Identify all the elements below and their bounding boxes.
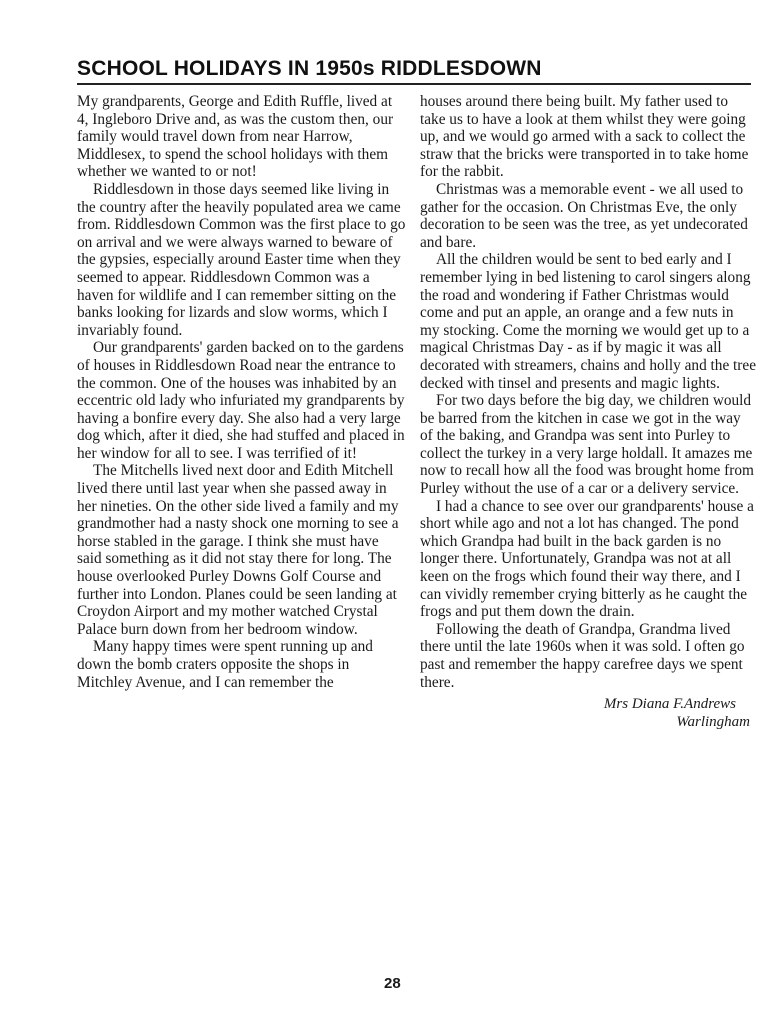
author-name: Mrs Diana F.Andrews <box>603 696 736 713</box>
page-number: 28 <box>384 975 401 992</box>
left-column <box>77 93 407 691</box>
paragraph: houses around there being built. My father used to take us to have a look at them whilst they were going up, and we would go armed with a sack to collect the straw that the bricks were transported in to take home for the rabbit. <box>420 93 749 181</box>
paragraph: Our grandparents' garden backed on to the gardens of houses in Riddlesdown Road near the entrance to the common. One of the houses was inhabited by an eccentric old lady who infuriated my grandparents by having a bonfire every day. She also had a very large dog which, after it died, she had stuffed and placed in her window for all to see. I was terrified of it! <box>77 339 405 462</box>
paragraph: Following the death of Grandpa, Grandma lived there until the late 1960s when it was sold. I often go past and remember the happy carefree days we spent there. <box>420 620 745 691</box>
signature-block <box>420 693 756 733</box>
author-location: Warlingham <box>676 714 750 731</box>
page-title: SCHOOL HOLIDAYS IN 1950s RIDDLESDOWN <box>77 57 542 80</box>
paragraph: For two days before the big day, we children would be barred from the kitchen in case we got in the way of the baking, and Grandpa was sent into Purley to collect the turkey in a very large holdall. It amazes me now to recall how all the food was brought home from Purley without the use of a car or a delivery service. <box>420 392 754 498</box>
title-rule <box>77 83 751 85</box>
paragraph: My grandparents, George and Edith Ruffle, lived at 4, Ingleboro Drive and, as was the custom then, our family would travel down from near Harrow, Middlesex, to spend the school holidays with them whether we wanted to or not! <box>77 93 394 181</box>
right-column <box>420 93 756 733</box>
paragraph: Many happy times were spent running up and down the bomb craters opposite the shops in Mitchley Avenue, and I can remember the <box>77 638 373 691</box>
paragraph: All the children would be sent to bed early and I remember lying in bed listening to carol singers along the road and wondering if Father Christmas would come and put an apple, an orange and a few nuts in my stocking. Come the morning we would get up to a magical Christmas Day - as if by magic it was all decorated with streamers, chains and holly and the tree decked with tinsel and presents and magic lights. <box>420 251 756 392</box>
paragraph: Riddlesdown in those days seemed like living in the country after the heavily populated area we came from. Riddlesdown Common was the first place to go on arrival and we were always warned to beware of the gypsies, especially around Easter time when they seemed to appear. Riddlesdown Common was a haven for wildlife and I can remember sitting on the banks looking for lizards and slow worms, which I invariably found. <box>77 180 406 339</box>
paragraph: Christmas was a memorable event - we all used to gather for the occasion. On Christmas Eve, the only decoration to be seen was the tree, as yet undecorated and bare. <box>420 180 748 251</box>
paragraph: The Mitchells lived next door and Edith Mitchell lived there until last year when she passed away in her nineties. On the other side lived a family and my grandmother had a nasty shock one morning to see a horse stabled in the garage. I think she must have said something as it did not stay there for long. The house overlooked Purley Downs Golf Course and further into London. Planes could be seen landing at Croydon Airport and my mother watched Crystal Palace burn down from her bedroom window. <box>77 462 399 638</box>
paragraph: I had a chance to see over our grandparents' house a short while ago and not a lot has changed. The pond which Grandpa had built in the back garden is no longer there. Unfortunately, Grandpa was not at all keen on the frogs which found their way there, and I can vividly remember crying bitterly as he caught the frogs and put them down the drain. <box>420 497 754 621</box>
